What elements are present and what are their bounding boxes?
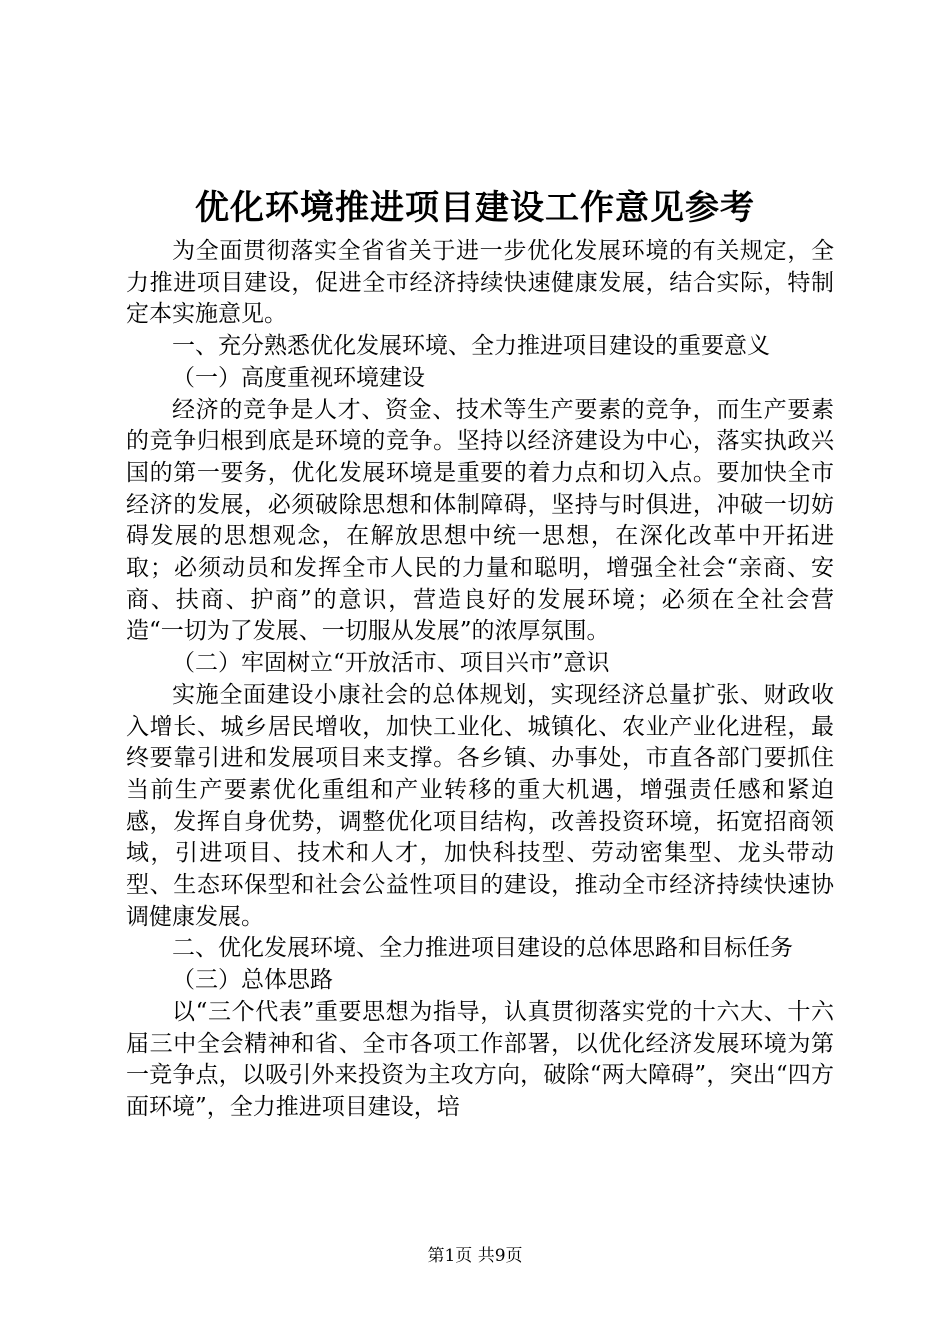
page-footer: 第1页 共9页 [427, 1246, 523, 1266]
document-title: 优化环境推进项目建设工作意见参考 [195, 188, 755, 228]
subsection-heading-1: （一）高度重视环境建设 [172, 364, 425, 391]
section-heading-1: 一、充分熟悉优化发展环境、全力推进项目建设的重要意义 [172, 333, 770, 360]
section-heading-2: 二、优化发展环境、全力推进项目建设的总体思路和目标任务 [172, 935, 793, 962]
paragraph-intro: 为全面贯彻落实全省省关于进一步优化发展环境的有关规定，全力推进项目建设，促进全市经济持续快速健康发展，结合实际，特制定本实施意见。 [126, 238, 834, 328]
document-body [126, 236, 834, 1124]
subsection-heading-3: （三）总体思路 [172, 967, 333, 994]
subsection-heading-2: （二）牢固树立“开放活市、项目兴市”意识 [172, 650, 610, 677]
paragraph-projects: 实施全面建设小康社会的总体规划，实现经济总量扩张、财政收入增长、城乡居民增收，加快工业化、城镇化、农业产业化进程，最终要靠引进和发展项目来支撑。各乡镇、办事处，市直各部门要抓住当前生产要素优化重组和产业转移的重大机遇，增强责任感和紧迫感，发挥自身优势，调整优化项目结构，改善投资环境，拓宽招商领域，引进项目、技术和人才，加快科技型、劳动密集型、龙头带动型、生态环保型和社会公益性项目的建设，推动全市经济持续快速协调健康发展。 [126, 681, 834, 930]
paragraph-environment: 经济的竞争是人才、资金、技术等生产要素的竞争，而生产要素的竞争归根到底是环境的竞争。坚持以经济建设为中心，落实执政兴国的第一要务，优化发展环境是重要的着力点和切入点。要加快全市经济的发展，必须破除思想和体制障碍，坚持与时俱进，冲破一切妨碍发展的思想观念，在解放思想中统一思想，在深化改革中开拓进取；必须动员和发挥全市人民的力量和聪明，增强全社会“亲商、安商、扶商、护商”的意识，营造良好的发展环境；必须在全社会营造“一切为了发展、一切服从发展”的浓厚氛围。 [126, 396, 834, 645]
paragraph-overall-approach: 以“三个代表”重要思想为指导，认真贯彻落实党的十六大、十六届三中全会精神和省、全市各项工作部署，以优化经济发展环境为第一竞争点，以吸引外来投资为主攻方向，破除“两大障碍”，突出“四方面环境”，全力推进项目建设，培 [126, 998, 834, 1120]
